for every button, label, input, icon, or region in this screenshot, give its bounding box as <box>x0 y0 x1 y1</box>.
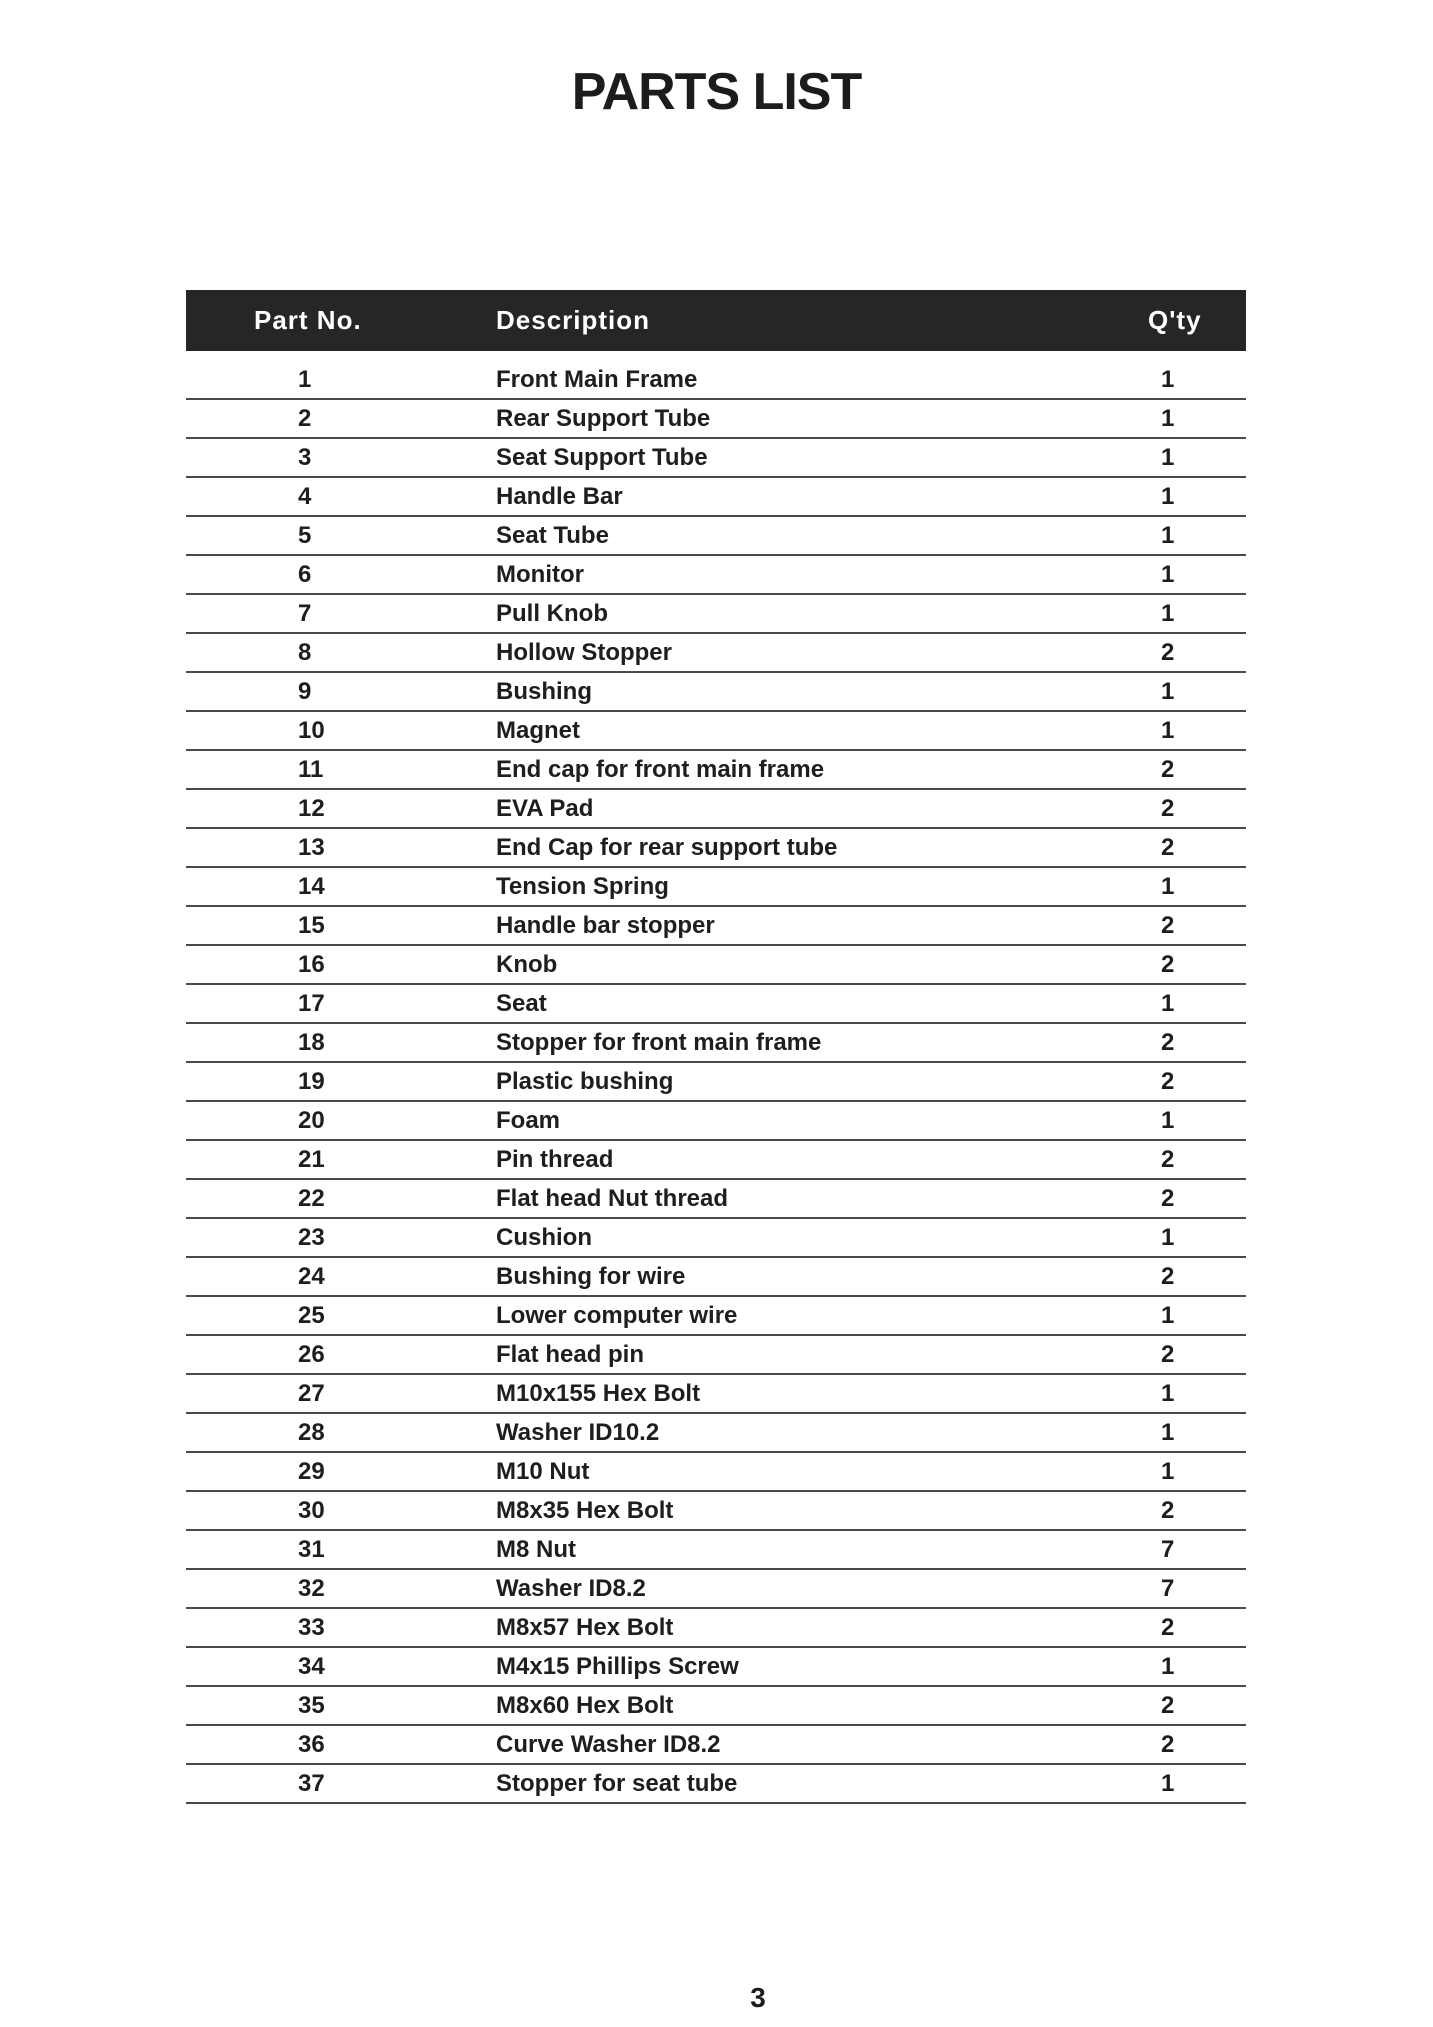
description-cell: Seat Tube <box>496 516 1056 555</box>
description-cell: M10 Nut <box>496 1452 1056 1491</box>
description-cell: Seat Support Tube <box>496 438 1056 477</box>
quantity-cell: 1 <box>1056 1101 1246 1140</box>
table-row <box>186 1491 1246 1530</box>
part-number-cell: 22 <box>186 1179 496 1218</box>
table-row <box>186 1764 1246 1803</box>
column-header-qty: Q'ty <box>1148 305 1202 335</box>
part-number-cell: 24 <box>186 1257 496 1296</box>
quantity-cell: 2 <box>1056 1335 1246 1374</box>
quantity-cell: 2 <box>1056 1023 1246 1062</box>
quantity-cell: 2 <box>1056 1257 1246 1296</box>
part-number-cell: 6 <box>186 555 496 594</box>
part-number-cell: 19 <box>186 1062 496 1101</box>
parts-table <box>186 290 1246 1804</box>
part-number-cell: 14 <box>186 867 496 906</box>
part-number-cell: 1 <box>186 361 496 399</box>
table-row <box>186 1452 1246 1491</box>
table-row <box>186 399 1246 438</box>
part-number-cell: 16 <box>186 945 496 984</box>
quantity-cell: 2 <box>1056 633 1246 672</box>
description-cell: Hollow Stopper <box>496 633 1056 672</box>
table-row <box>186 1140 1246 1179</box>
table-row <box>186 1725 1246 1764</box>
quantity-cell: 1 <box>1056 361 1246 399</box>
description-cell: Handle Bar <box>496 477 1056 516</box>
quantity-cell: 1 <box>1056 477 1246 516</box>
part-number-cell: 8 <box>186 633 496 672</box>
description-cell: Tension Spring <box>496 867 1056 906</box>
table-row <box>186 750 1246 789</box>
description-cell: Foam <box>496 1101 1056 1140</box>
description-cell: M4x15 Phillips Screw <box>496 1647 1056 1686</box>
part-number-cell: 25 <box>186 1296 496 1335</box>
part-number-cell: 13 <box>186 828 496 867</box>
quantity-cell: 2 <box>1056 1062 1246 1101</box>
quantity-cell: 1 <box>1056 1764 1246 1803</box>
part-number-cell: 31 <box>186 1530 496 1569</box>
part-number-cell: 7 <box>186 594 496 633</box>
quantity-cell: 2 <box>1056 1140 1246 1179</box>
quantity-cell: 2 <box>1056 828 1246 867</box>
part-number-cell: 32 <box>186 1569 496 1608</box>
part-number-cell: 30 <box>186 1491 496 1530</box>
table-row <box>186 438 1246 477</box>
quantity-cell: 1 <box>1056 1413 1246 1452</box>
description-cell: Bushing for wire <box>496 1257 1056 1296</box>
part-number-cell: 29 <box>186 1452 496 1491</box>
description-cell: M8 Nut <box>496 1530 1056 1569</box>
quantity-cell: 1 <box>1056 594 1246 633</box>
part-number-cell: 33 <box>186 1608 496 1647</box>
table-row <box>186 828 1246 867</box>
table-row <box>186 516 1246 555</box>
quantity-cell: 2 <box>1056 1686 1246 1725</box>
part-number-cell: 3 <box>186 438 496 477</box>
table-row <box>186 1686 1246 1725</box>
part-number-cell: 28 <box>186 1413 496 1452</box>
quantity-cell: 1 <box>1056 984 1246 1023</box>
table-row <box>186 1647 1246 1686</box>
description-cell: Rear Support Tube <box>496 399 1056 438</box>
quantity-cell: 2 <box>1056 945 1246 984</box>
description-cell: Knob <box>496 945 1056 984</box>
table-row <box>186 594 1246 633</box>
description-cell: Magnet <box>496 711 1056 750</box>
table-row <box>186 555 1246 594</box>
column-header-description: Description <box>496 305 651 335</box>
part-number-cell: 15 <box>186 906 496 945</box>
part-number-cell: 36 <box>186 1725 496 1764</box>
table-row <box>186 1218 1246 1257</box>
quantity-cell: 7 <box>1056 1530 1246 1569</box>
quantity-cell: 2 <box>1056 906 1246 945</box>
table-row <box>186 711 1246 750</box>
quantity-cell: 1 <box>1056 438 1246 477</box>
table-row <box>186 1101 1246 1140</box>
quantity-cell: 1 <box>1056 555 1246 594</box>
part-number-cell: 20 <box>186 1101 496 1140</box>
quantity-cell: 1 <box>1056 672 1246 711</box>
description-cell: Curve Washer ID8.2 <box>496 1725 1056 1764</box>
part-number-cell: 18 <box>186 1023 496 1062</box>
description-cell: M10x155 Hex Bolt <box>496 1374 1056 1413</box>
description-cell: End cap for front main frame <box>496 750 1056 789</box>
table-header <box>186 290 1246 351</box>
description-cell: Stopper for front main frame <box>496 1023 1056 1062</box>
quantity-cell: 1 <box>1056 711 1246 750</box>
table-header-row <box>186 290 1246 351</box>
table-row <box>186 1296 1246 1335</box>
part-number-cell: 5 <box>186 516 496 555</box>
table-body <box>186 351 1246 1803</box>
table-row <box>186 1335 1246 1374</box>
table-row <box>186 361 1246 399</box>
page-number: 3 <box>750 1982 766 2013</box>
page-title: PARTS LIST <box>571 63 862 121</box>
table-row <box>186 1023 1246 1062</box>
quantity-cell: 1 <box>1056 1218 1246 1257</box>
description-cell: Stopper for seat tube <box>496 1764 1056 1803</box>
table-row <box>186 672 1246 711</box>
description-cell: Cushion <box>496 1218 1056 1257</box>
quantity-cell: 2 <box>1056 1491 1246 1530</box>
part-number-cell: 35 <box>186 1686 496 1725</box>
column-header-part-no: Part No. <box>254 305 362 335</box>
table-row <box>186 1374 1246 1413</box>
table-row <box>186 789 1246 828</box>
description-cell: M8x35 Hex Bolt <box>496 1491 1056 1530</box>
table-row <box>186 1569 1246 1608</box>
description-cell: Pin thread <box>496 1140 1056 1179</box>
part-number-cell: 23 <box>186 1218 496 1257</box>
table-row <box>186 1530 1246 1569</box>
part-number-cell: 26 <box>186 1335 496 1374</box>
quantity-cell: 7 <box>1056 1569 1246 1608</box>
quantity-cell: 2 <box>1056 750 1246 789</box>
quantity-cell: 1 <box>1056 1452 1246 1491</box>
table-row <box>186 1179 1246 1218</box>
description-cell: Front Main Frame <box>496 361 1056 399</box>
description-cell: Pull Knob <box>496 594 1056 633</box>
description-cell: Handle bar stopper <box>496 906 1056 945</box>
quantity-cell: 2 <box>1056 789 1246 828</box>
part-number-cell: 34 <box>186 1647 496 1686</box>
description-cell: EVA Pad <box>496 789 1056 828</box>
description-cell: Lower computer wire <box>496 1296 1056 1335</box>
table-row <box>186 1062 1246 1101</box>
table-row <box>186 1413 1246 1452</box>
quantity-cell: 1 <box>1056 1374 1246 1413</box>
header-spacer <box>186 351 1246 361</box>
table-row <box>186 1608 1246 1647</box>
quantity-cell: 2 <box>1056 1725 1246 1764</box>
table-row <box>186 984 1246 1023</box>
part-number-cell: 2 <box>186 399 496 438</box>
part-number-cell: 11 <box>186 750 496 789</box>
part-number-cell: 12 <box>186 789 496 828</box>
description-cell: End Cap for rear support tube <box>496 828 1056 867</box>
table-row <box>186 945 1246 984</box>
quantity-cell: 2 <box>1056 1608 1246 1647</box>
part-number-cell: 10 <box>186 711 496 750</box>
description-cell: Washer ID8.2 <box>496 1569 1056 1608</box>
description-cell: Flat head Nut thread <box>496 1179 1056 1218</box>
part-number-cell: 21 <box>186 1140 496 1179</box>
description-cell: Seat <box>496 984 1056 1023</box>
quantity-cell: 2 <box>1056 1179 1246 1218</box>
part-number-cell: 37 <box>186 1764 496 1803</box>
description-cell: M8x57 Hex Bolt <box>496 1608 1056 1647</box>
description-cell: Washer ID10.2 <box>496 1413 1056 1452</box>
part-number-cell: 17 <box>186 984 496 1023</box>
part-number-cell: 27 <box>186 1374 496 1413</box>
table-row <box>186 633 1246 672</box>
quantity-cell: 1 <box>1056 516 1246 555</box>
description-cell: Plastic bushing <box>496 1062 1056 1101</box>
table-row <box>186 1257 1246 1296</box>
part-number-cell: 9 <box>186 672 496 711</box>
table-row <box>186 906 1246 945</box>
description-cell: Monitor <box>496 555 1056 594</box>
description-cell: M8x60 Hex Bolt <box>496 1686 1056 1725</box>
table-row <box>186 477 1246 516</box>
quantity-cell: 1 <box>1056 399 1246 438</box>
part-number-cell: 4 <box>186 477 496 516</box>
quantity-cell: 1 <box>1056 1647 1246 1686</box>
description-cell: Flat head pin <box>496 1335 1056 1374</box>
quantity-cell: 1 <box>1056 1296 1246 1335</box>
description-cell: Bushing <box>496 672 1056 711</box>
table-row <box>186 867 1246 906</box>
quantity-cell: 1 <box>1056 867 1246 906</box>
